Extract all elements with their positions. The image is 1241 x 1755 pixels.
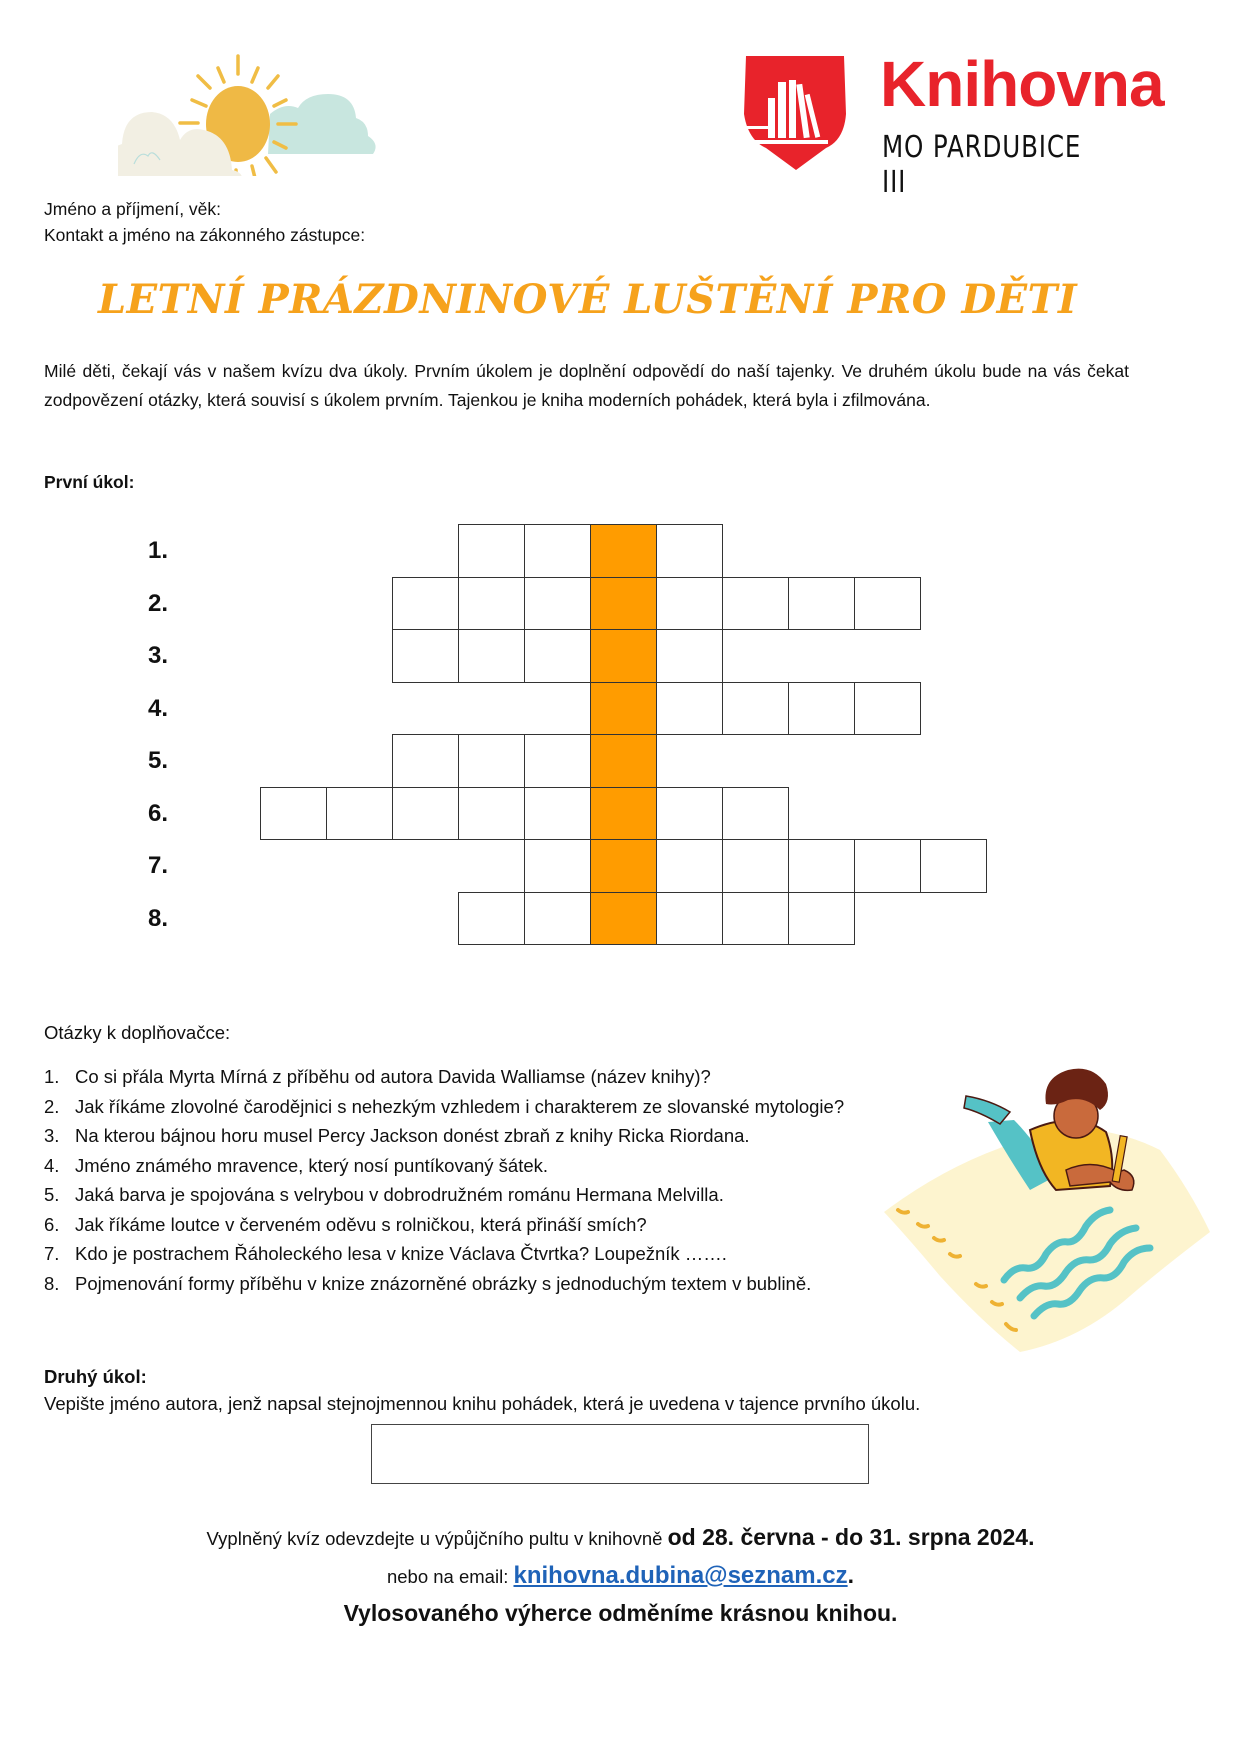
question-item: 3. Na kterou bájnou horu musel Percy Jackson donést zbraň z knihy Ricka Riordana.: [44, 1125, 750, 1146]
question-item: 1. Co si přála Myrta Mírná z příběhu od autora Davida Walliamse (název knihy)?: [44, 1066, 711, 1087]
crossword-cell[interactable]: [722, 839, 789, 893]
footer-email-line: nebo na email: knihovna.dubina@seznam.cz.: [386, 1562, 855, 1589]
crossword-secret-cell[interactable]: [590, 839, 657, 893]
crossword-cell[interactable]: [524, 839, 591, 893]
crossword-cell[interactable]: [656, 787, 723, 841]
crossword-cell[interactable]: [458, 734, 525, 788]
question-text: Jak říkáme loutce v červeném oděvu s rolničkou, která přináší smích?: [75, 1213, 647, 1235]
crossword-cell[interactable]: [458, 629, 525, 683]
crossword-secret-cell[interactable]: [590, 629, 657, 683]
question-item: 8. Pojmenování formy příběhu v knize znázorněné obrázky s jednoduchým textem v bublině.: [44, 1272, 812, 1294]
crossword-cell[interactable]: [788, 577, 855, 631]
crossword-row-label: 7.: [148, 852, 169, 879]
crossword-cell[interactable]: [524, 524, 591, 578]
child-writing-icon: [880, 1040, 1241, 1360]
crossword-secret-cell[interactable]: [590, 524, 657, 578]
crossword-cell[interactable]: [392, 577, 459, 631]
footer-prize-line: Vylosovaného výherce odměníme krásnou knihou.: [343, 1600, 898, 1626]
logo-subtitle: MO PARDUBICE III: [882, 130, 1082, 200]
name-age-label: Jméno a příjmení, věk:: [44, 199, 222, 219]
crossword-cell[interactable]: [788, 892, 855, 946]
question-text: Jméno známého mravence, který nosí puntíkovaný šátek.: [75, 1154, 549, 1176]
crossword-cell[interactable]: [788, 682, 855, 736]
crossword-row-label: 1.: [148, 537, 169, 564]
question-item: 6. Jak říkáme loutce v červeném oděvu s rolničkou, která přináší smích?: [44, 1213, 647, 1235]
crossword-cell[interactable]: [656, 839, 723, 893]
crossword-secret-cell[interactable]: [590, 682, 657, 736]
task2-heading: Druhý úkol:: [44, 1366, 147, 1387]
crossword-cell[interactable]: [524, 577, 591, 631]
crossword-secret-cell[interactable]: [590, 892, 657, 946]
crossword-cell[interactable]: [920, 839, 987, 893]
crossword-secret-cell[interactable]: [590, 577, 657, 631]
crossword-row-label: 3.: [148, 642, 169, 669]
crossword-cell[interactable]: [854, 682, 921, 736]
question-item: 7. Kdo je postrachem Řáholeckého lesa v knize Václava Čtvrtka? Loupežník …….: [44, 1243, 727, 1264]
page-title: LETNÍ PRÁZDNINOVÉ LUŠTĚNÍ PRO DĚTI: [98, 276, 1078, 323]
crossword-cell[interactable]: [458, 787, 525, 841]
author-answer-box[interactable]: [371, 1424, 869, 1484]
question-text: Na kterou bájnou horu musel Percy Jackson donést zbraň z knihy Ricka Riordana.: [75, 1125, 750, 1146]
crossword-cell[interactable]: [458, 892, 525, 946]
footer-submission-line: Vyplněný kvíz odevzdejte u výpůjčního pultu v knihovně od 28. června - do 31. srpna 2024.: [206, 1524, 1035, 1550]
crossword-cell[interactable]: [722, 892, 789, 946]
crossword-cell[interactable]: [524, 629, 591, 683]
books-shield-icon: [740, 54, 852, 172]
crossword-row-label: 5.: [148, 747, 169, 774]
crossword-cell[interactable]: [788, 839, 855, 893]
crossword-cell[interactable]: [326, 787, 393, 841]
crossword-cell[interactable]: [392, 787, 459, 841]
crossword-row-label: 4.: [148, 694, 169, 722]
questions-list: [44, 1062, 844, 1298]
question-text: Jaká barva je spojována s velrybou v dobrodružném románu Hermana Melvilla.: [75, 1184, 724, 1205]
task2-instruction: Vepište jméno autora, jenž napsal stejnojmennou knihu pohádek, která je uvedena v tajence prvního úkolu.: [44, 1393, 921, 1414]
crossword-cell[interactable]: [722, 577, 789, 631]
crossword-secret-cell[interactable]: [590, 787, 657, 841]
question-item: 5. Jaká barva je spojována s velrybou v dobrodružném románu Hermana Melvilla.: [44, 1184, 724, 1205]
guardian-contact-label: Kontakt a jméno na zákonného zástupce:: [44, 225, 366, 245]
crossword-cell[interactable]: [392, 734, 459, 788]
crossword-cell[interactable]: [458, 577, 525, 631]
logo-title: Knihovna: [880, 48, 1164, 120]
crossword-cell[interactable]: [656, 577, 723, 631]
crossword-secret-cell[interactable]: [590, 734, 657, 788]
crossword-cell[interactable]: [854, 577, 921, 631]
question-text: Jak říkáme zlovolné čarodějnici s nehezkým vzhledem i charakterem ze slovanské mytologie?: [75, 1095, 845, 1117]
email-link[interactable]: knihovna.dubina@seznam.cz: [513, 1562, 848, 1589]
crossword-cell[interactable]: [260, 787, 327, 841]
crossword-row-label: 6.: [148, 799, 169, 827]
question-item: 2. Jak říkáme zlovolné čarodějnici s nehezkým vzhledem i charakterem ze slovanské mytologie?: [44, 1095, 845, 1117]
question-text: Co si přála Myrta Mírná z příběhu od autora Davida Walliamse (název knihy)?: [75, 1066, 711, 1087]
question-item: 4. Jméno známého mravence, který nosí puntíkovaný šátek.: [44, 1154, 549, 1176]
crossword-row-label: 2.: [148, 589, 169, 617]
crossword-row-label: 8.: [148, 904, 169, 932]
crossword-cell[interactable]: [656, 524, 723, 578]
crossword-cell[interactable]: [524, 787, 591, 841]
crossword-cell[interactable]: [656, 892, 723, 946]
library-logo: [740, 48, 1164, 200]
crossword-cell[interactable]: [722, 787, 789, 841]
question-text: Kdo je postrachem Řáholeckého lesa v knize Václava Čtvrtka? Loupežník …….: [75, 1243, 727, 1264]
sun-behind-clouds-icon: [118, 26, 448, 176]
crossword-cell[interactable]: [656, 629, 723, 683]
intro-paragraph: Milé děti, čekají vás v našem kvízu dva úkoly. Prvním úkolem je doplnění odpovědí do naší tajenky. Ve druhém úkolu bude na vás čekat zodpovězení otázky, která souvisí s úkolem prvním. Tajenkou je kniha moderních pohádek, která byla i zfilmována.: [44, 361, 1129, 410]
questions-heading: Otázky k doplňovačce:: [44, 1022, 231, 1043]
crossword-cell[interactable]: [722, 682, 789, 736]
crossword-cell[interactable]: [458, 524, 525, 578]
crossword-cell[interactable]: [524, 892, 591, 946]
task1-heading: První úkol:: [44, 472, 135, 492]
question-text: Pojmenování formy příběhu v knize znázorněné obrázky s jednoduchým textem v bublině.: [75, 1272, 812, 1294]
crossword-cell[interactable]: [524, 734, 591, 788]
submission-dates: od 28. června - do 31. srpna 2024: [667, 1524, 1029, 1550]
crossword-cell[interactable]: [854, 839, 921, 893]
crossword-cell[interactable]: [656, 682, 723, 736]
crossword-cell[interactable]: [392, 629, 459, 683]
